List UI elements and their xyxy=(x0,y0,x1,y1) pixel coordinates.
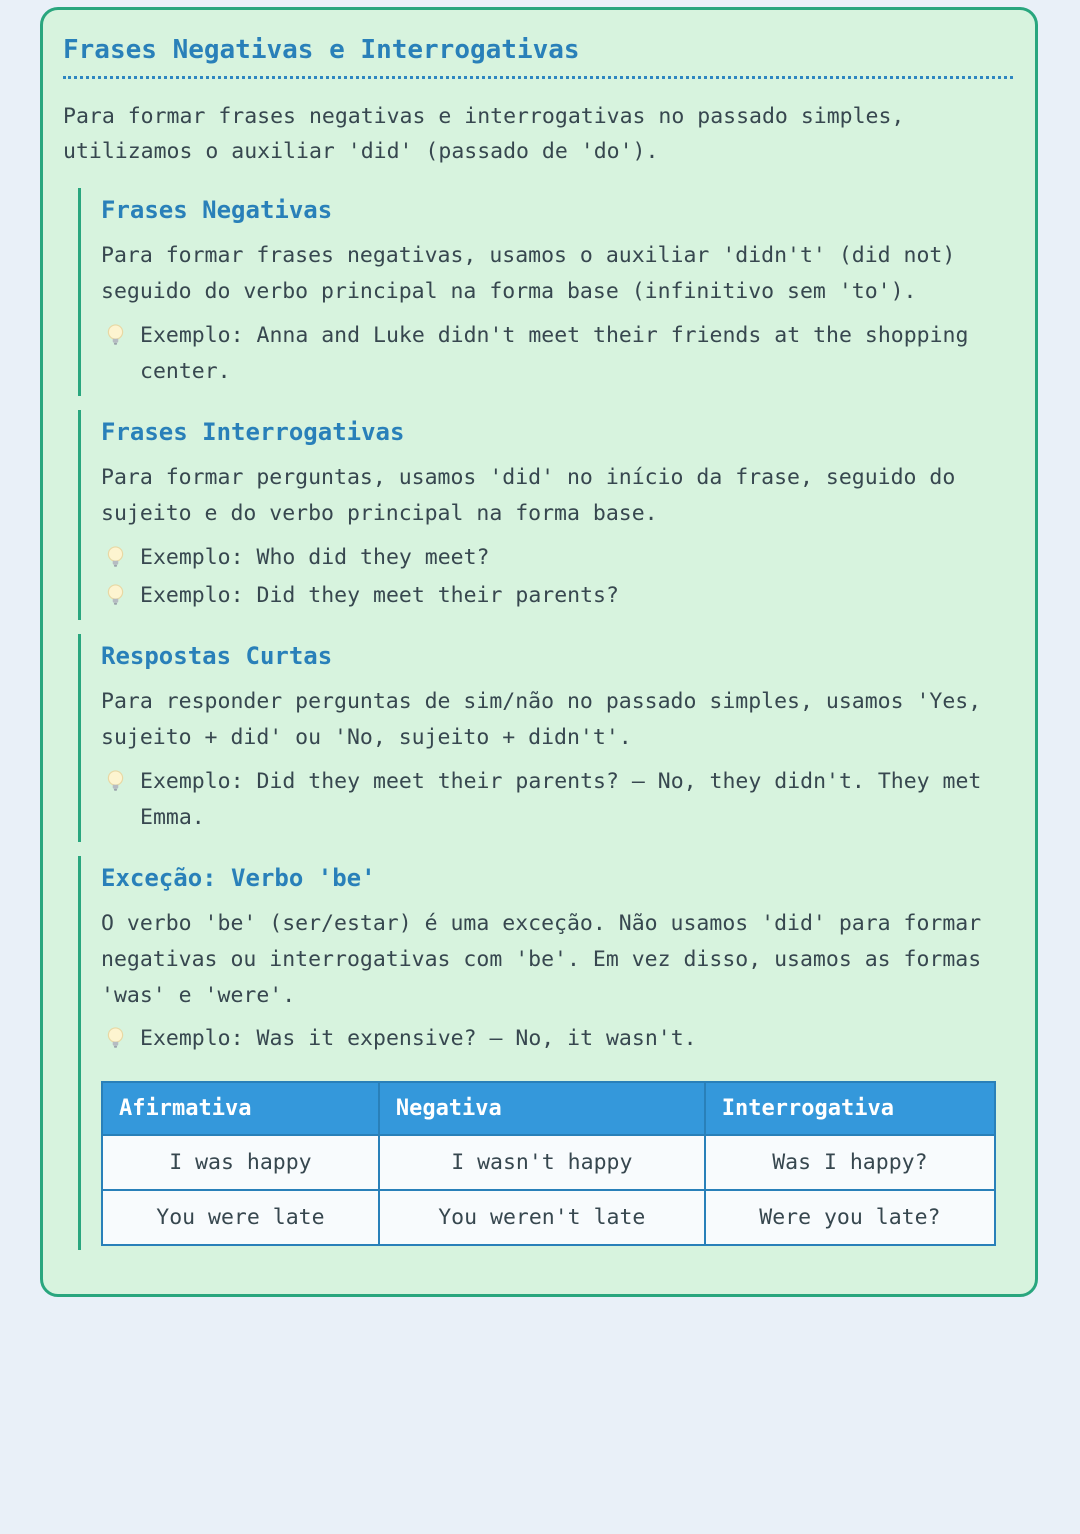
section-frases-interrogativas xyxy=(78,410,1013,620)
table-cell: I wasn't happy xyxy=(379,1135,705,1190)
example-item xyxy=(106,764,1013,836)
table-row xyxy=(102,1135,995,1190)
page xyxy=(0,7,1080,1534)
table-cell: I was happy xyxy=(102,1135,379,1190)
lightbulb-icon xyxy=(106,323,125,349)
be-verb-forms-table xyxy=(101,1081,996,1246)
intro-paragraph: Para formar frases negativas e interrogativas no passado simples, utilizamos o auxiliar 'did' (passado de 'do'). xyxy=(63,103,905,165)
example-item xyxy=(106,318,1013,390)
section-body: Para responder perguntas de sim/não no passado simples, usamos 'Yes, sujeito + did' ou 'No, sujeito + didn't'. xyxy=(101,688,982,750)
table-header-interrogativa: Interrogativa xyxy=(705,1082,995,1135)
table-header-row xyxy=(102,1082,995,1135)
example-item xyxy=(106,540,1013,576)
section-heading: Frases Interrogativas xyxy=(101,418,405,447)
section-heading: Respostas Curtas xyxy=(101,641,333,670)
table-cell: Was I happy? xyxy=(705,1135,995,1190)
section-body: Para formar frases negativas, usamos o auxiliar 'didn't' (did not) seguido do verbo principal na forma base (infinitivo sem 'to'). xyxy=(101,243,956,305)
table-header-negativa: Negativa xyxy=(379,1082,705,1135)
lightbulb-icon xyxy=(106,583,125,609)
section-heading: Exceção: Verbo 'be' xyxy=(101,863,376,892)
lesson-card xyxy=(40,7,1038,1297)
section-body: Para formar perguntas, usamos 'did' no início da frase, seguido do sujeito e do verbo principal na forma base. xyxy=(101,465,956,527)
section-excecao-verbo-be xyxy=(78,856,1013,1251)
example-text: Exemplo: Was it expensive? – No, it wasn't. xyxy=(140,1026,697,1052)
table-cell: Were you late? xyxy=(705,1190,995,1245)
example-text: Exemplo: Anna and Luke didn't meet their friends at the shopping center. xyxy=(140,323,969,385)
table-header-afirmativa: Afirmativa xyxy=(102,1082,379,1135)
lightbulb-icon xyxy=(106,769,125,795)
example-item xyxy=(106,1021,1013,1057)
example-item xyxy=(106,578,1013,614)
lightbulb-icon xyxy=(106,545,125,571)
example-text: Exemplo: Who did they meet? xyxy=(140,545,490,570)
section-heading: Frases Negativas xyxy=(101,196,333,225)
table-cell: You were late xyxy=(102,1190,379,1245)
table-row xyxy=(102,1190,995,1245)
section-body: O verbo 'be' (ser/estar) é uma exceção. Não usamos 'did' para formar negativas ou interrogativas com 'be'. Em vez disso, usamos as formas 'was' e 'were'. xyxy=(101,910,982,1008)
section-respostas-curtas xyxy=(78,634,1013,842)
example-text: Exemplo: Did they meet their parents? – No, they didn't. They met Emma. xyxy=(140,768,982,830)
table-cell: You weren't late xyxy=(379,1190,705,1245)
page-title: Frases Negativas e Interrogativas xyxy=(63,34,1013,79)
lightbulb-icon xyxy=(106,1026,125,1052)
example-text: Exemplo: Did they meet their parents? xyxy=(140,582,619,608)
section-frases-negativas xyxy=(78,188,1013,396)
